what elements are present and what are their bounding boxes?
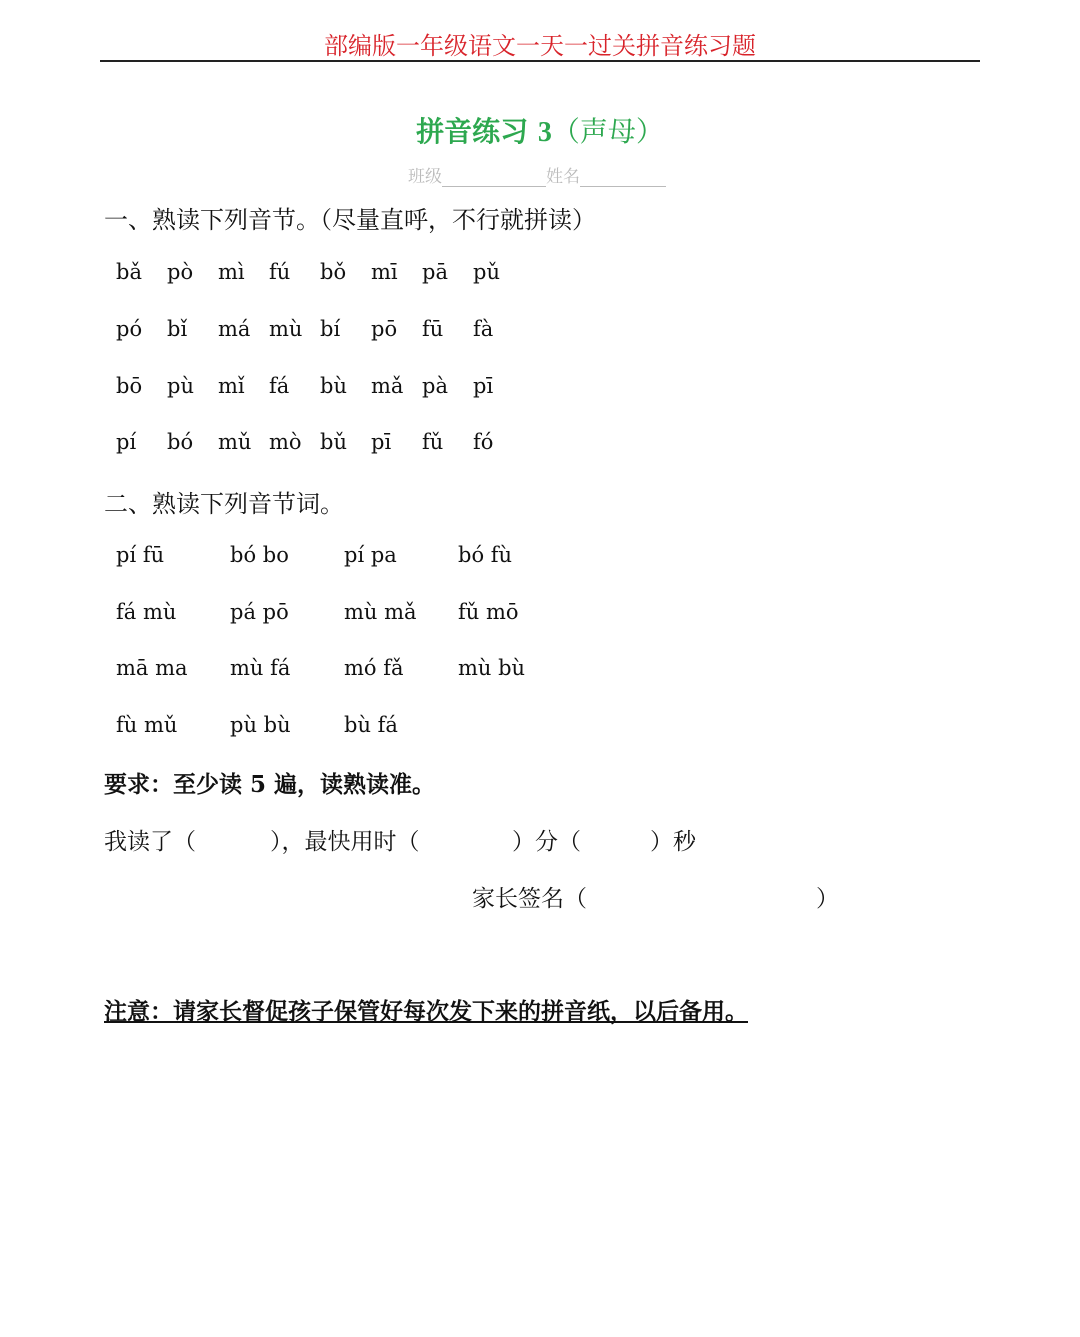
syllable-word: fá mù <box>116 600 177 624</box>
syllable-word: pá pō <box>230 600 289 624</box>
syllable-word: mó fǎ <box>344 656 404 680</box>
syllable: má <box>218 317 251 341</box>
syllable: pò <box>167 260 194 284</box>
section-1-heading: 一、熟读下列音节。（尽量直呼，不行就拼读） <box>104 206 596 234</box>
syllable: bù <box>320 374 347 398</box>
title-main: 拼音练习 <box>416 115 529 148</box>
syllable-word: pí pa <box>344 543 397 567</box>
title-sub: （声母） <box>551 115 664 148</box>
title-number: 3 <box>537 117 552 148</box>
syllable: bó <box>167 430 194 454</box>
syllable: fá <box>269 374 290 398</box>
syllable: pí <box>116 430 137 454</box>
syllable-word: pù bù <box>230 713 291 737</box>
class-blank[interactable] <box>442 166 546 187</box>
name-blank[interactable] <box>580 166 666 187</box>
seconds-label: ）秒 <box>650 829 696 855</box>
syllable: bǐ <box>167 317 188 341</box>
syllable: mǔ <box>218 430 252 454</box>
syllable: pó <box>116 317 143 341</box>
minutes-label: ）分（ <box>512 829 581 855</box>
syllable: pī <box>473 374 494 398</box>
syllable: bǒ <box>320 260 347 284</box>
syllable: mī <box>371 260 398 284</box>
syllable-word: fǔ mō <box>458 600 519 624</box>
header-divider <box>100 60 980 62</box>
syllable: pā <box>422 260 448 284</box>
syllable: mì <box>218 260 245 284</box>
name-label: 姓名 <box>546 167 580 187</box>
syllable-word: mù fá <box>230 656 291 680</box>
syllable: mò <box>269 430 302 454</box>
syllable: bō <box>116 374 143 398</box>
name-fields <box>408 162 666 187</box>
fastest-time-label: ），最快用时（ <box>270 829 420 855</box>
syllable: pō <box>371 317 398 341</box>
syllable-word: mā ma <box>116 656 188 680</box>
syllable: pǔ <box>473 260 500 284</box>
parent-signature-close: ） <box>816 886 839 912</box>
syllable: bí <box>320 317 341 341</box>
syllable: pù <box>167 374 194 398</box>
page-title <box>0 110 1080 150</box>
syllable-word: bó bo <box>230 543 289 567</box>
syllable: pī <box>371 430 392 454</box>
parent-signature-label: 家长签名（ <box>472 886 587 912</box>
parent-note: 注意：请家长督促孩子保管好每次发下来的拼音纸，以后备用。 <box>104 998 748 1025</box>
syllable: bǎ <box>116 260 142 284</box>
syllable: bǔ <box>320 430 347 454</box>
syllable: mǎ <box>371 374 404 398</box>
syllable: fó <box>473 430 494 454</box>
syllable-word: bó fù <box>458 543 513 567</box>
section-2-heading: 二、熟读下列音节词。 <box>104 490 344 518</box>
worksheet-header: 部编版一年级语文一天一过关拼音练习题 <box>324 32 756 60</box>
syllable: mù <box>269 317 303 341</box>
syllable: pà <box>422 374 448 398</box>
syllable-word: pí fū <box>116 543 165 567</box>
syllable: mǐ <box>218 374 245 398</box>
syllable: fà <box>473 317 494 341</box>
syllable: fǔ <box>422 430 444 454</box>
read-count-prefix: 我读了（ <box>104 829 196 855</box>
syllable-word: mù mǎ <box>344 600 417 624</box>
syllable: fú <box>269 260 291 284</box>
syllable-word: fù mǔ <box>116 713 178 737</box>
syllable-word: mù bù <box>458 656 526 680</box>
requirement-text: 要求：至少读 5 遍，读熟读准。 <box>104 771 436 798</box>
class-label: 班级 <box>408 167 442 187</box>
syllable: fū <box>422 317 444 341</box>
syllable-word: bù fá <box>344 713 398 737</box>
